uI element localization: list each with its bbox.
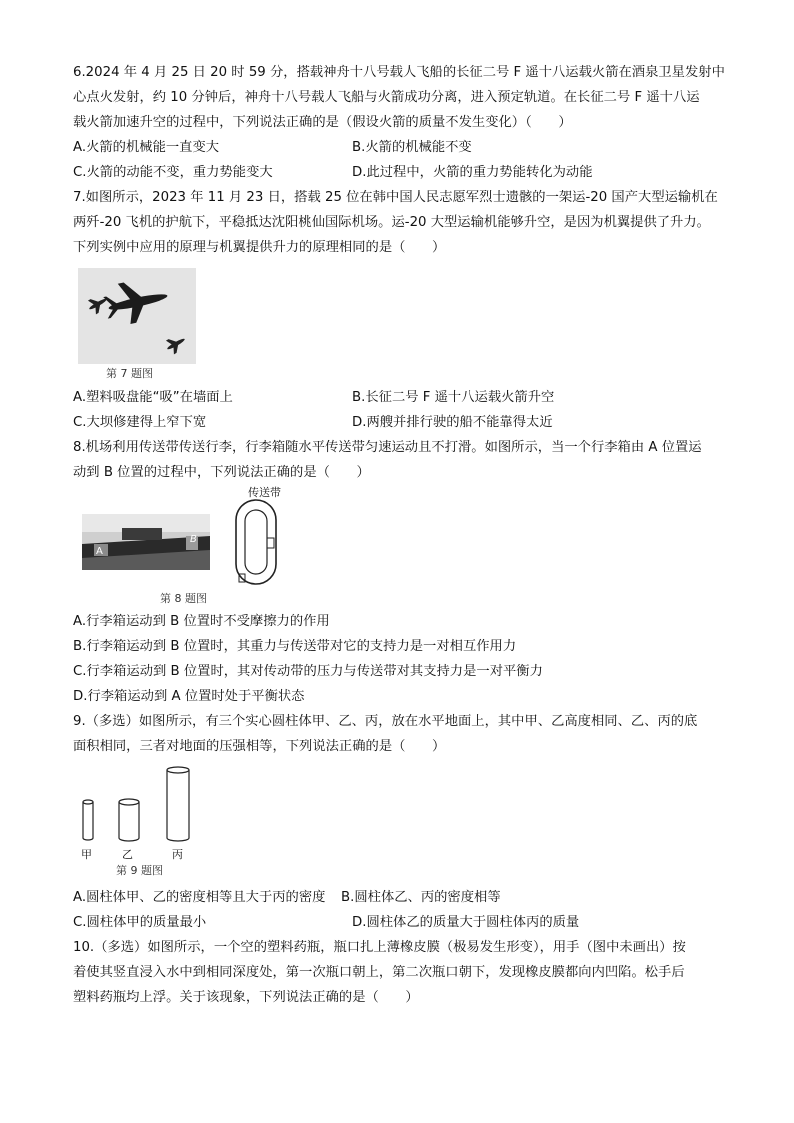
aircraft-formation-image <box>78 268 196 364</box>
q8-option-c: C.行李箱运动到 B 位置时，其对传动带的压力与传送带对其支持力是一对平衡力 <box>73 664 543 679</box>
q8-stem-line-1: 8.机场利用传送带传送行李，行李箱随水平传送带匀速运动且不打滑。如图所示，当一个行李箱由 A 位置运 <box>73 440 702 455</box>
q6-stem-line-1: 6.2024 年 4 月 25 日 20 时 59 分，搭载神舟十八号载人飞船的长征二号 F 遥十八运载火箭在酒泉卫星发射中 <box>73 65 725 80</box>
q6-option-c: C.火箭的动能不变，重力势能变大 <box>73 165 273 180</box>
q8-stem-line-2: 动到 B 位置的过程中，下列说法正确的是（ ） <box>73 465 370 480</box>
q8-option-a: A.行李箱运动到 B 位置时不受摩擦力的作用 <box>73 614 330 629</box>
q7-figure <box>78 268 196 383</box>
q9-figure-caption: 第 9 题图 <box>116 864 163 877</box>
q6-stem-line-2: 心点火发射，约 10 分钟后，神舟十八号载人飞船与火箭成功分离，进入预定轨道。在长征二号 F 遥十八运 <box>73 90 700 105</box>
q7-option-a: A.塑料吸盘能“吸”在墙面上 <box>73 390 233 405</box>
q9-option-a: A.圆柱体甲、乙的密度相等且大于丙的密度 <box>73 890 326 905</box>
q6-option-d: D.此过程中，火箭的重力势能转化为动能 <box>352 165 593 180</box>
q7-option-c: C.大坝修建得上窄下宽 <box>73 415 207 430</box>
q6-option-a: A.火箭的机械能一直变大 <box>73 140 220 155</box>
q9-option-b: B.圆柱体乙、丙的密度相等 <box>341 890 501 905</box>
cylinder-label-jia: 甲 <box>81 848 92 861</box>
q7-figure-caption: 第 7 题图 <box>106 367 153 380</box>
conveyor-belt-diagram <box>232 498 282 588</box>
q7-stem-line-3: 下列实例中应用的原理与机翼提供升力的原理相同的是（ ） <box>73 240 446 255</box>
q7-stem-line-2: 两歼-20 飞机的护航下，平稳抵达沈阳桃仙国际机场。运-20 大型运输机能够升空，是因为机翼提供了升力。 <box>73 215 710 230</box>
photo-label-b: B <box>190 534 197 545</box>
q9-option-d: D.圆柱体乙的质量大于圆柱体丙的质量 <box>352 915 580 930</box>
q8-figure <box>82 484 302 604</box>
cylinder-label-yi: 乙 <box>122 848 133 861</box>
q9-figure <box>78 764 198 879</box>
q10-stem-line-1: 10.（多选）如图所示，一个空的塑料药瓶，瓶口扎上薄橡皮膜（极易发生形变），用手（图中未画出）按 <box>73 940 686 955</box>
cylinders-diagram <box>78 764 198 844</box>
q7-option-d: D.两艘并排行驶的船不能靠得太近 <box>352 415 553 430</box>
q10-stem-line-2: 着使其竖直浸入水中到相同深度处，第一次瓶口朝上，第二次瓶口朝下，发现橡皮膜都向内凹陷。松手后 <box>73 965 685 980</box>
q6-option-b: B.火箭的机械能不变 <box>352 140 472 155</box>
cylinder-label-bing: 丙 <box>172 848 183 861</box>
q9-stem-line-2: 面积相同，三者对地面的压强相等，下列说法正确的是（ ） <box>73 739 446 754</box>
belt-label: 传送带 <box>248 486 281 499</box>
q8-option-b: B.行李箱运动到 B 位置时，其重力与传送带对它的支持力是一对相互作用力 <box>73 639 517 654</box>
q9-stem-line-1: 9.（多选）如图所示，有三个实心圆柱体甲、乙、丙，放在水平地面上，其中甲、乙高度相同、乙、丙的底 <box>73 714 698 729</box>
q6-stem-line-3: 载火箭加速升空的过程中，下列说法正确的是（假设火箭的质量不发生变化）（ ） <box>73 115 572 130</box>
q9-option-c: C.圆柱体甲的质量最小 <box>73 915 207 930</box>
q8-figure-caption: 第 8 题图 <box>160 592 207 605</box>
photo-label-a: A <box>96 546 103 557</box>
q7-option-b: B.长征二号 F 遥十八运载火箭升空 <box>352 390 555 405</box>
q10-stem-line-3: 塑料药瓶均上浮。关于该现象，下列说法正确的是（ ） <box>73 990 419 1005</box>
q7-stem-line-1: 7.如图所示，2023 年 11 月 23 日，搭载 25 位在韩中国人民志愿军烈士遗骸的一架运-20 国产大型运输机在 <box>73 190 718 205</box>
q8-option-d: D.行李箱运动到 A 位置时处于平衡状态 <box>73 689 305 704</box>
